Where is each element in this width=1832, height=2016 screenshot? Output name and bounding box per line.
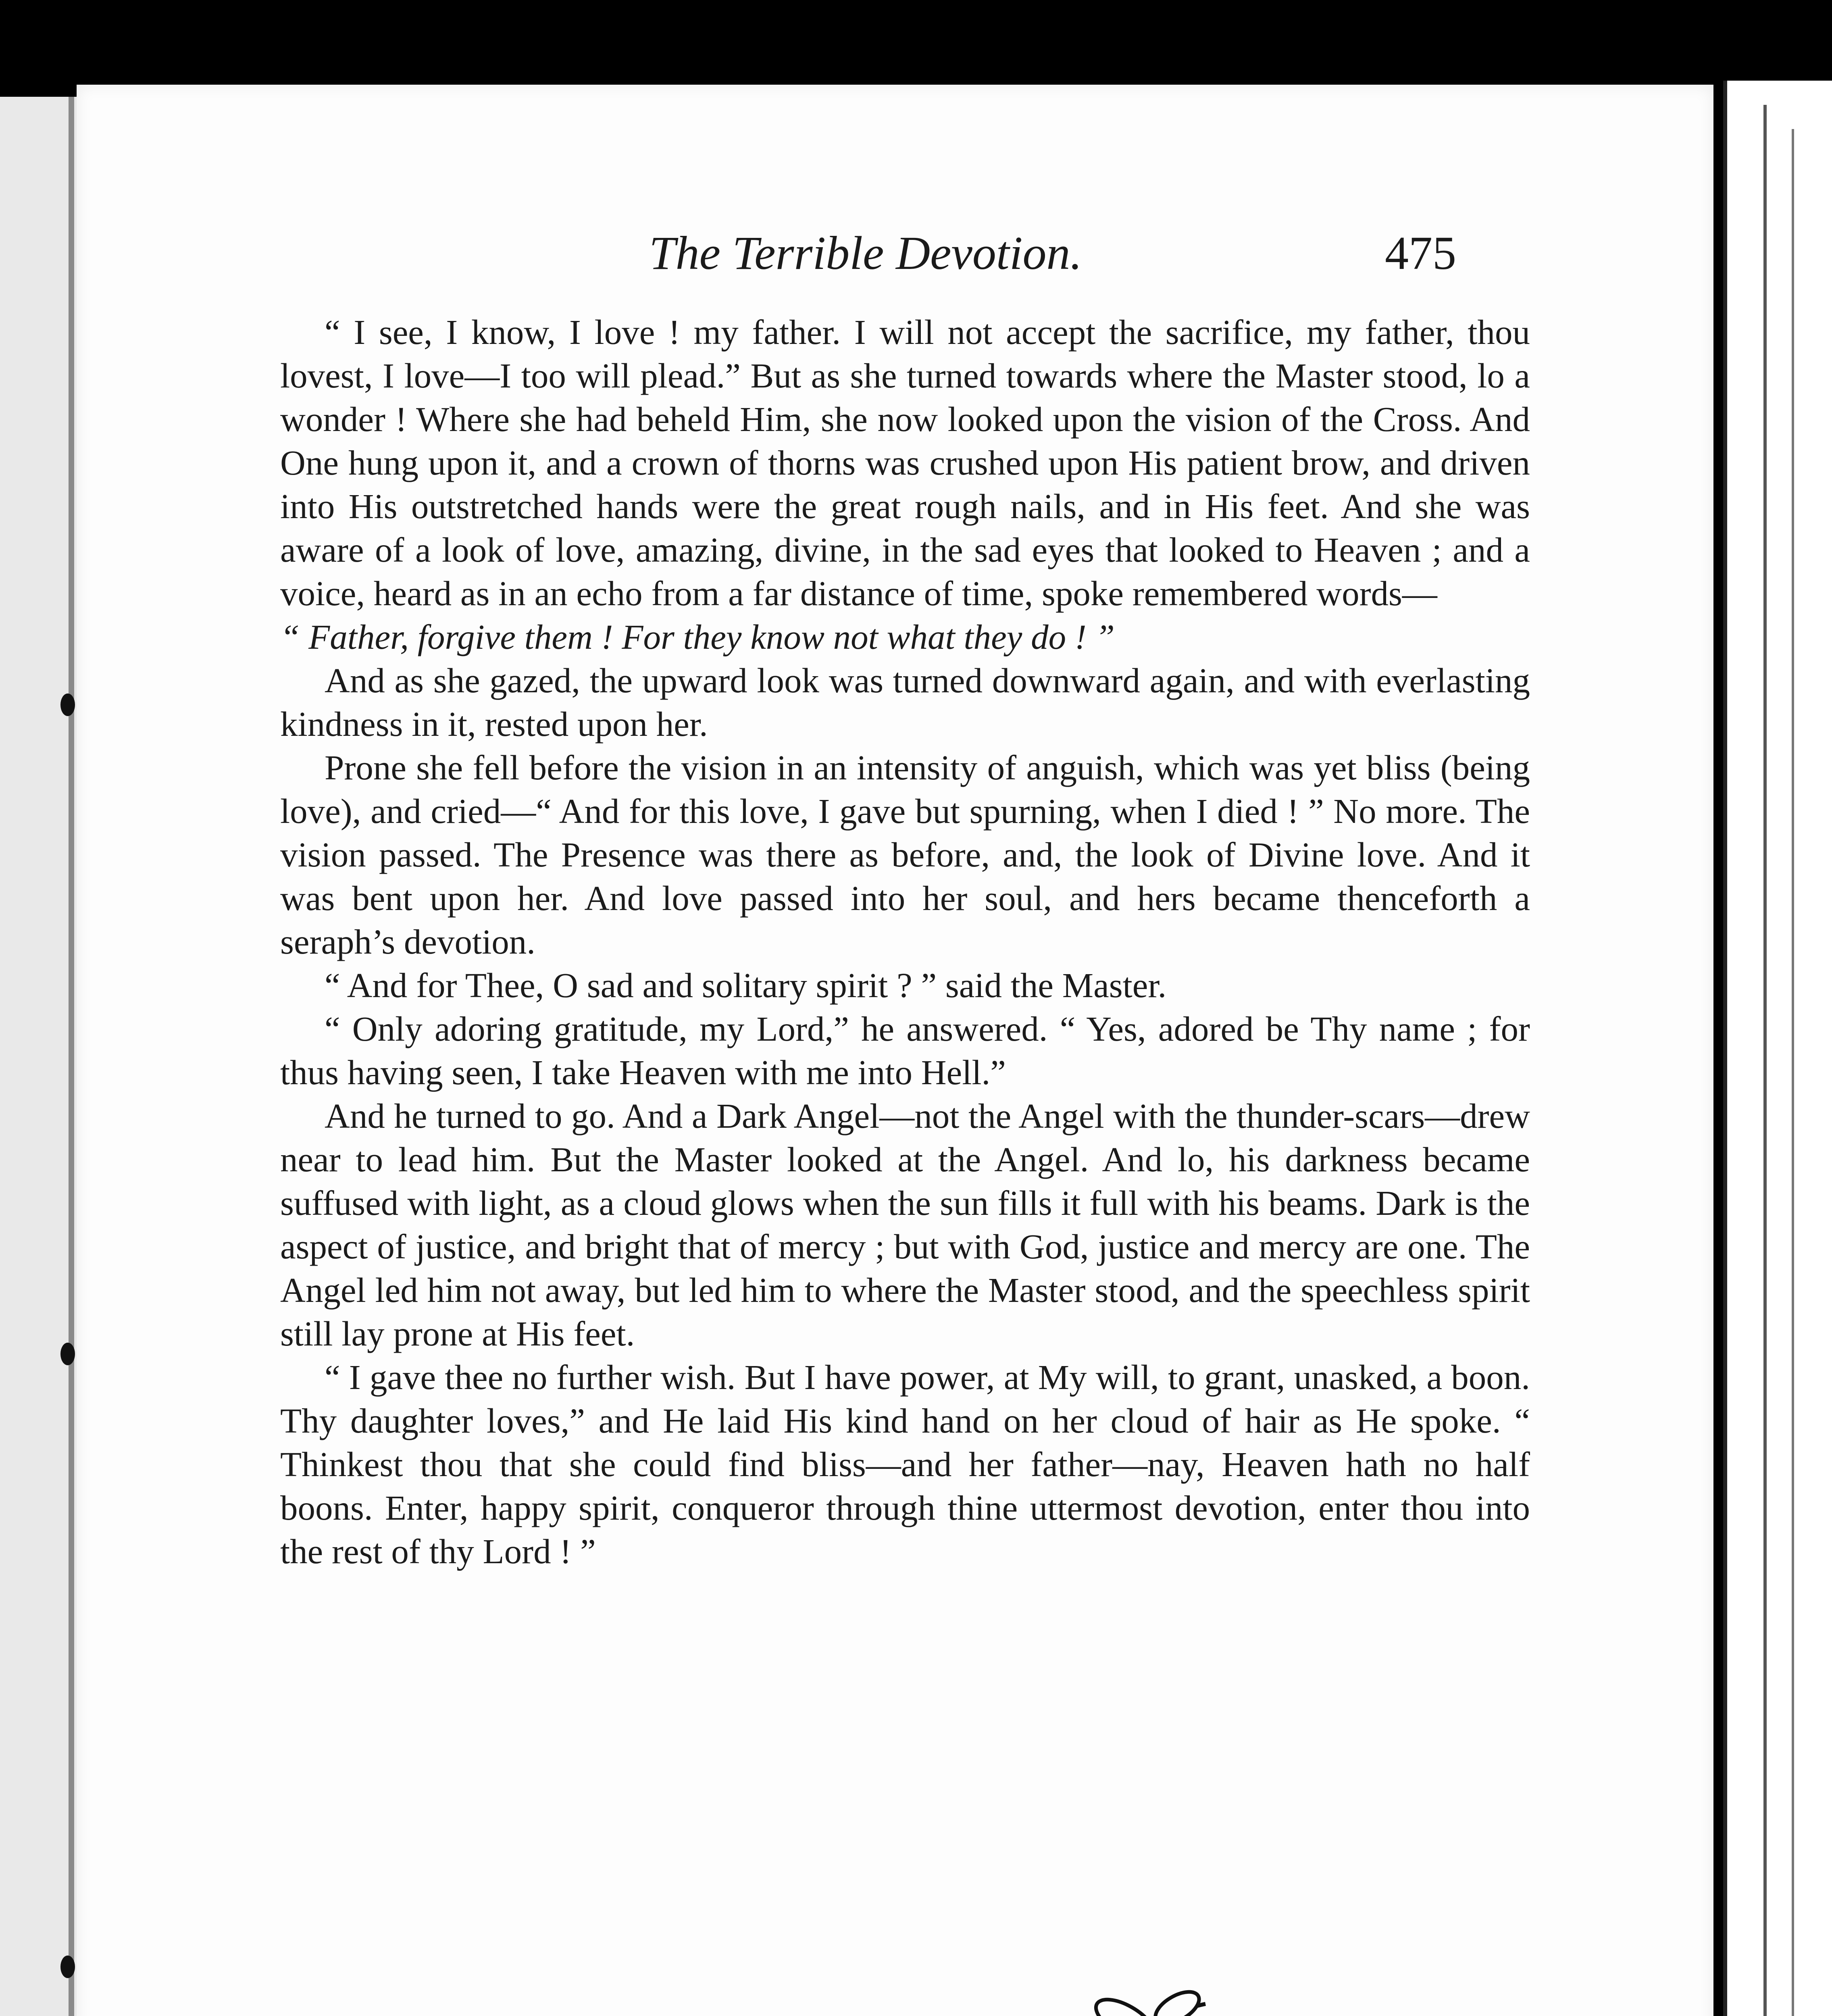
binding-stitch xyxy=(60,1956,75,1978)
paragraph: “ And for Thee, O sad and solitary spirit ? ” said the Master. xyxy=(325,966,1167,1005)
quotation: “ Father, forgive them ! For they know not what they do ! ” xyxy=(280,617,1115,656)
binding-stitch xyxy=(60,1343,75,1365)
paragraph: Prone she fell before the vision in an intensity of anguish, which was yet bliss (being love), and cried—“ And for this love, I gave but spurning, when I died ! ” No more. The vision passed. The Presence was there as before, and, the look of Divine love. And it was bent upon her. And love passed into her soul, and hers became thenceforth a seraph’s devotion. xyxy=(280,748,1530,961)
page-stack-edges xyxy=(1723,81,1832,2016)
paragraph: “ Only adoring gratitude, my Lord,” he answered. “ Yes, adored be Thy name ; for thus having seen, I take Heaven with me into Hell.” xyxy=(280,1009,1530,1092)
binding-gutter xyxy=(69,97,74,2016)
left-page-edge xyxy=(0,97,79,2016)
book-page xyxy=(77,85,1713,2016)
body-text xyxy=(280,310,1530,1573)
paragraph: “ I see, I know, I love ! my father. I will not accept the sacrifice, my father, thou lovest, I love—I too will plead.” But as she turned towards where the Master stood, lo a wonder ! Where she had beheld Him, she now looked upon the vision of the Cross. And One hung upon it, and a crown of thorns was crushed upon His patient brow, and driven into His outstretched hands were the great rough nails, and in His feet. And she was aware of a look of love, amazing, divine, in the sad eyes that looked to Heaven ; and a voice, heard as in an echo from a far distance of time, spoke remembered words— xyxy=(280,312,1530,613)
page-number: 475 xyxy=(1385,227,1456,279)
running-title: The Terrible Devotion. xyxy=(649,227,1082,279)
paragraph: “ I gave thee no further wish. But I have power, at My will, to grant, unasked, a boon. Thy daughter loves,” and He laid His kind hand on her cloud of hair as He spoke. “ Thinkest thou that she could find bliss—and her father—nay, Heaven hath no half boons. Enter, happy spirit, conqueror through thine uttermost devotion, enter thou into the rest of thy Lord ! ” xyxy=(280,1358,1530,1571)
binding-stitch xyxy=(60,694,75,716)
running-head xyxy=(77,226,1713,290)
paragraph: And as she gazed, the upward look was turned downward again, and with everlasting kindness in it, rested upon her. xyxy=(280,661,1530,744)
paragraph: And he turned to go. And a Dark Angel—not the Angel with the thunder-scars—drew near to lead him. But the Master looked at the Angel. And lo, his darkness became suffused with light, as a cloud glows when the sun fills it full with his beams. Dark is the aspect of justice, and bright that of mercy ; but with God, justice and mercy are one. The Angel led him not away, but led him to where the Master stood, and the speechless spirit still lay prone at His feet. xyxy=(280,1096,1530,1353)
snowdrop-ornament xyxy=(319,1980,1488,2016)
